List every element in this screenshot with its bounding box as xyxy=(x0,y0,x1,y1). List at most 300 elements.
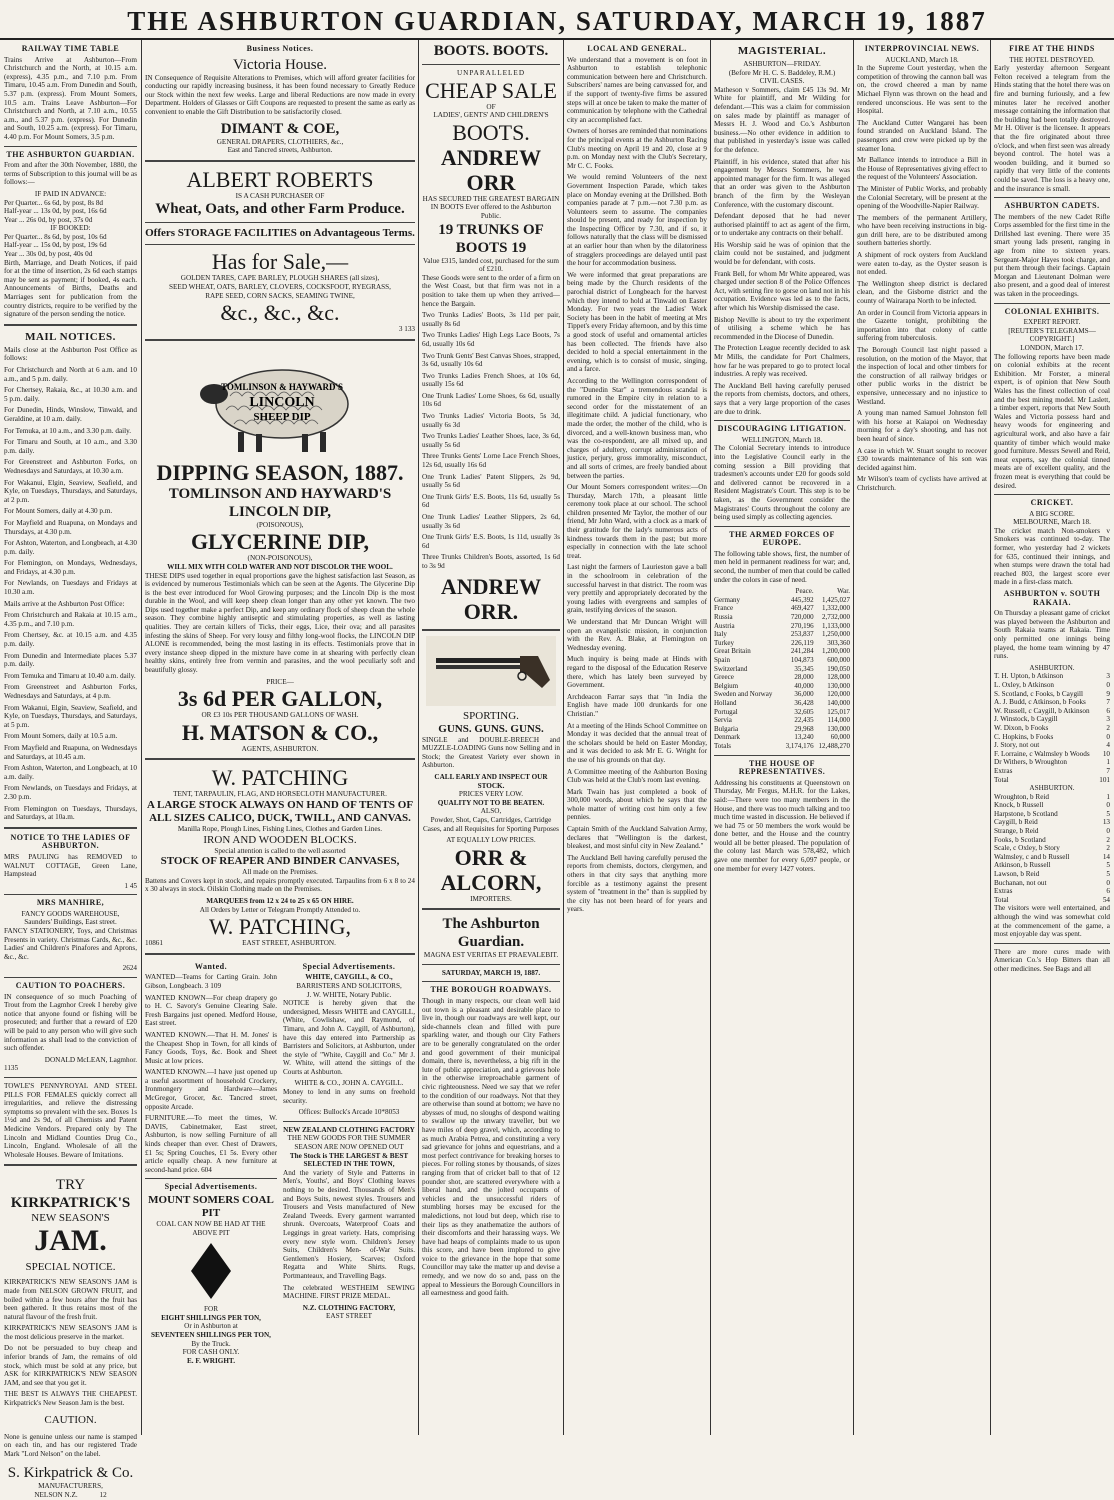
boots-heading: BOOTS. BOOTS. xyxy=(433,43,549,59)
matson-name: H. MATSON & CO., xyxy=(181,719,379,745)
table-row xyxy=(994,715,1110,724)
table-cell: Extras xyxy=(994,887,1013,896)
mail-line: From Temuka and Timaru at 10.40 a.m. daily. xyxy=(4,671,136,680)
orr-alcorn-name: ORR & ALCORN, xyxy=(440,844,542,895)
table-cell: A. J. Budd, c Atkinson, b Fooks xyxy=(994,698,1086,707)
manhire-heading: MRS MANHIRE, xyxy=(36,898,105,908)
rate-line: Half-year ... 13s 0d, by post, 16s 6d xyxy=(4,207,107,216)
closing-text: The visitors were well entertained, and although the wind was somewhat cold at the commencement of the game, a most enjoyable day was spent. xyxy=(994,904,1110,939)
table-total-row xyxy=(714,742,850,751)
local-para: Archdeacon Farrar says that "in India the English have made 100 drunkards for one Christian." xyxy=(567,692,707,718)
local-para: We were informed that great preparations are being made by the Church residents of the parochial district of Longbeach for the harvest which they intend to hold at Tinwald on Easter Monday. For two years the Ladies' Work Society has been in the habit of meeting at Mrs Tippet's every Friday afternoon, and by this time a good stock of useful and ornamental articles has been collected. The friends have also decided to hold a special entertainment in the evening, which is to consist of music, singing, and a farce. xyxy=(567,270,707,374)
table-cell: Strange, b Reid xyxy=(994,827,1039,836)
local-para: Our Mount Somers correspondent writes:—On Thursday, March 17th, a pleasant little ceremony took place at our school. The school children presented Mr Taylor, the mother of our friend, Mr John Ward, with a clock as a mark of their gratitude for the lady's numerous acts of kindness towards them in the past; but more especially in connection with the late school treat. xyxy=(567,483,707,560)
nz-factory-footer: N.Z. CLOTHING FACTORY, xyxy=(302,1303,396,1312)
kirk-text: KIRKPATRICK'S NEW SEASON'S JAM is made from NELSON GROWN FRUIT, and boiled within a few hours after the fruit has been gathered. It thus retains most of the natural flavour of the fresh fruit. xyxy=(4,1278,137,1321)
dimant-address: East and Tancred streets, Ashburton. xyxy=(227,146,333,155)
victoria-house-heading: Victoria House. xyxy=(232,56,328,73)
table-row xyxy=(994,707,1110,716)
column-6 xyxy=(857,42,987,1435)
table-cell: Fooks, b Scotland xyxy=(994,835,1046,844)
magisterial-para: The Protection League recently decided to ask Mr Mills, the candidate for Port Chalmers, how far he was prepared to go to protect local industries. A reply was received. xyxy=(714,344,850,379)
table-cell: 2 xyxy=(1106,723,1110,732)
dimant-coe-name: DIMANT & COE, xyxy=(220,120,340,137)
nz-clothing-factory: NEW ZEALAND CLOTHING FACTORY xyxy=(283,1125,415,1134)
special-notice: SPECIAL NOTICE. xyxy=(25,1261,116,1274)
wanted-item: WANTED KNOWN.—That H. M. Jones' is the Cheapest Shop in Town, for all kinds of Fancy Goods, Toys, &c. Book and Sheet Music at low prices. xyxy=(145,1030,277,1065)
discouraging-heading: DISCOURAGING LITIGATION. xyxy=(717,424,847,434)
total-label: Total xyxy=(994,775,1009,784)
table-row xyxy=(994,844,1110,853)
diamond-ornament xyxy=(191,1243,231,1299)
dimant-sub: GENERAL DRAPERS, CLOTHIERS, &c., xyxy=(216,137,344,146)
lower-ads xyxy=(145,960,415,1366)
table-row xyxy=(714,656,850,665)
or-ashburton: Or in Ashburton at xyxy=(184,1322,238,1331)
poachers-heading: CAUTION TO POACHERS. xyxy=(15,981,126,991)
table-cell: 6 xyxy=(1106,706,1110,715)
table-cell: 5 xyxy=(1106,870,1110,879)
table-cell: Great Britain xyxy=(714,647,751,656)
patching-footer xyxy=(145,939,415,948)
table-cell: 5 xyxy=(1106,861,1110,870)
newspaper-title: THE ASHBURTON GUARDIAN, SATURDAY, MARCH 19, 1887 xyxy=(127,6,987,36)
local-para: According to the Wellington correspondent of the "Dunedin Star" a tremendous scandal is rumored in the Empire city in relation to a second order for the misstatement of an illegitimate child. A judicial functionary, who made the order, the mother of the child, who is divorced, and a well-known business man, who was the co-respondent, are all mixed up, and charges of adultery, corrupt administration of justice, perjury, gross immorality, misconduct, and all sorts of crimes, are freely bandied about between the parties. xyxy=(567,376,707,480)
table-cell: 190,050 xyxy=(827,664,850,673)
table-cell: F. Lorraine, c Walmsley b Woods xyxy=(994,749,1090,758)
interprov-para: The Auckland Cutter Wangarei has been found stranded on Auckland Island. The passengers and crew were picked up by the steamer Iona. xyxy=(857,118,987,153)
white-caygill-name: WHITE, CAYGILL, & CO., xyxy=(305,973,393,982)
table-cell: 3 xyxy=(1106,672,1110,681)
table-cell: Bulgaria xyxy=(714,724,739,733)
local-para: The Auckland Bell having carefully perused the reports from chemists, doctors, clergymen, and others in that city says that anything more forcible as a testimony against the present system of "treatment in the" than is supplied by the city has not been heard of for years and years. xyxy=(567,853,707,914)
table-cell: 2 xyxy=(1106,835,1110,844)
table-cell: 22,435 xyxy=(794,716,814,725)
wanted-heading: Wanted. xyxy=(194,961,228,971)
table-row xyxy=(994,887,1110,896)
table-cell: 7 xyxy=(1106,698,1110,707)
also-label: ALSO, xyxy=(480,807,502,816)
table-cell: 270,196 xyxy=(790,621,814,630)
albert-sub: IS A CASH PURCHASER OF xyxy=(235,191,325,200)
table-cell: 445,392 xyxy=(790,595,814,604)
house-heading: THE HOUSE OF REPRESENTATIVES. xyxy=(738,758,826,777)
team-2-label: ASHBURTON. xyxy=(1029,784,1075,793)
table-row xyxy=(994,690,1110,699)
table-row xyxy=(994,853,1110,862)
table-row xyxy=(714,630,850,639)
table-cell: 1,133,000 xyxy=(822,621,850,630)
table-cell: 1,332,000 xyxy=(822,604,850,613)
table-cell: 0 xyxy=(1106,732,1110,741)
mail-line: From Dunedin and Intermediate places 5.37 p.m. daily. xyxy=(4,651,137,669)
price-label: PRICE— xyxy=(266,677,294,686)
business-notices-heading: Business Notices. xyxy=(246,44,314,53)
table-cell: Harpstone, b Scotland xyxy=(994,809,1058,818)
magisterial-para: His Worship said he was of opinion that the claim could not be sustained, and judgment would be for defendant, with costs. xyxy=(714,240,850,267)
mail-line: From Ashton, Waterton, and Longbeach, at 10 a.m. daily. xyxy=(4,764,137,781)
table-row xyxy=(994,750,1110,759)
melbourne-dateline: MELBOURNE, March 18. xyxy=(1013,518,1091,527)
table-cell: 1,200,000 xyxy=(822,647,850,656)
table-cell: Spain xyxy=(714,656,730,664)
mail-line: For Temuka, at 10 a.m., and 3.30 p.m. daily. xyxy=(4,426,132,435)
magisterial-para: Frank Bell, for whom Mr White appeared, was charged under section 8 of the Police Offences Act, with setting fire to gorse on land not in his occupation. Evidence was led as to the facts, after which his Worship dismissed the case. xyxy=(714,269,850,313)
table-row xyxy=(994,793,1110,802)
table-row xyxy=(714,622,850,631)
table-cell: Walmsley, c and b Russell xyxy=(994,852,1070,861)
special-ads-heading: Special Advertisements. xyxy=(164,1182,258,1192)
local-para: Last night the farmers of Laurieston gave a ball in the schoolroom in celebration of the successful harvest in that district. The room was very prettily and appropriately decorated by the young ladies with evergreens and samples of grain, testifying devices of the season. xyxy=(567,563,707,615)
mail-line: For Chertsey, Rakaia, &c., at 10.30 a.m. and 5 p.m. daily. xyxy=(4,386,137,403)
table-cell: 720,000 xyxy=(790,613,814,622)
towle-text: TOWLE'S PENNYROYAL AND STEEL PILLS FOR FEMALES quickly correct all irregularities, and relieve the distressing symptoms so prevalent with the sex. Boxes 1s 1½d and 2s 9d, of all Chemists and Patent Medicine Vendors. Prepared only by The Lincoln and Midland Counties Drug Co., Lincoln, England. Wholesale of all the Wholesale Houses. Beware of Imitations. xyxy=(4,1081,137,1159)
wool-line: WILL MIX WITH COLD WATER AND NOT DISCOLOR THE WOOL. xyxy=(167,562,393,571)
table-cell: Turkey xyxy=(714,638,734,647)
magisterial-heading: MAGISTERIAL. xyxy=(737,45,827,57)
column-rule xyxy=(563,40,564,1435)
railway-text: Trains Arrive at Ashburton—From Christchurch and the North, at 10.15 a.m. (express), 4.35 p.m., and 7.10 p.m. From Timaru, 10.45 a.m. From Dunedin and South, 5.37 p.m. (express). From Mount Somers, 10.5 a.m. Trains Leave Ashburton—For Christchurch and North, at 7.10 a.m., 10.55 a.m., and 5.37 p.m. (express). For Dunedin and South, 10.25 a.m. (express). For Timaru, 4.40 p.m. For Mount Somers, 3.5 p.m. xyxy=(4,55,137,141)
table-cell: 1 xyxy=(1106,792,1110,801)
table-cell: 7 xyxy=(1106,766,1110,775)
patching-address: EAST STREET, ASHBURTON. xyxy=(242,939,336,948)
table-cell: 128,000 xyxy=(827,673,850,682)
mail-line: For Mayfield and Ruapuna, on Mondays and Thursdays, at 4.30 p.m. xyxy=(4,518,137,536)
table-cell: J. Story, not out xyxy=(994,741,1040,750)
innings-2-table xyxy=(994,793,1110,905)
table-cell: 29,968 xyxy=(794,724,814,733)
table-cell: W. Russell, c Caygill, b Atkinson xyxy=(994,706,1090,715)
discouraging-text: The Colonial Secretary intends to introduce into the Legislative Council early in the coming session a Bill providing that tradesmen's accounts under £20 for goods sold and delivered cannot be recovered in a Resident Magistrate's Court. This step is to be taken, as the Government consider the Magistrates' Courts throughout the colony are being used simply as collecting agencies. xyxy=(714,444,850,522)
ad-number: 1135 xyxy=(4,1064,19,1073)
roadways-text: Though in many respects, our clean well laid out town is a pleasant and desirable place to live in, though our roadways are well kept, our side-channels clean and filled with pure sparkling water, and though our City Fathers are to be generally congratulated on the order and good government of their municipal domain, there is, nevertheless, a big rift in the lute of public appreciation, and a grievous hole in the otherwise irreproachable garment of civic righteousness. Need we say that we refer to the condition of our roadways. Not that they are otherwise than sound at bottom; we have no abysses of mud, no sloughs of despond waiting to swallow up the unwary traveller, but we have miles of deep gravel, which, according to as much Arabia Petrea, and constituting a very sad grievance for johns and equestrians, and a most perfect contrivance for breaking horses to pieces. For rolling stones by thousands, of sizes ranging from that of cricket ball to that of 12 pounder shot, are scattered everywhere with a liberal hand, and the jolted occupants of vehicles and the unsuccessful riders of stumbling horses may be excused for the maledictions, not loud but deep, which rise to their lips as they anathematize the authors of their discomforts and their harassing ways. We have had heaps of complaints made to us upon this score, and have been implored to give voice to the grievance in the hope that some Councillor may take the matter up and devise a remedy, and we now do so and, pass on the appeal to Messieurs the Borough Councillors in all earnestness and good faith. xyxy=(422,997,560,1298)
table-cell: T. H. Upton, b Atkinson xyxy=(994,672,1064,681)
table-row xyxy=(994,836,1110,845)
table-cell: Italy xyxy=(714,630,727,639)
westheim-line: The celebrated WESTHEIM SEWING MACHINE. FIRST PRIZE MEDAL. xyxy=(283,1283,415,1301)
trunks-line: 19 TRUNKS OF BOOTS 19 xyxy=(438,221,544,256)
iron-blocks: IRON AND WOODEN BLOCKS. xyxy=(203,833,357,846)
kirk-text: KIRKPATRICK'S NEW SEASON'S JAM is the most delicious preserve in the market. xyxy=(4,1324,137,1341)
rate-line: Half-year ... 15s 0d, by post, 19s 6d xyxy=(4,241,107,250)
table-row xyxy=(994,810,1110,819)
table-cell: 36,000 xyxy=(794,690,814,699)
masthead xyxy=(0,0,1114,40)
caution-text: None is genuine unless our name is stamped on each tin, and has our registered Trade Mark "Lord Nelson" on the label. xyxy=(4,1432,137,1458)
quality-line: QUALITY NOT TO BE BEATEN. xyxy=(437,798,545,807)
table-row xyxy=(714,596,850,605)
ashburton-friday: ASHBURTON—FRIDAY. xyxy=(743,60,821,68)
expert-report: EXPERT REPORT. xyxy=(1023,318,1081,327)
mail-line: For Christchurch and North at 6 a.m. and 10 a.m., and 5 p.m. daily. xyxy=(4,366,137,383)
table-cell: 4 xyxy=(1106,741,1110,750)
table-row xyxy=(714,699,850,708)
table-cell: 0 xyxy=(1106,878,1110,887)
boot-list-item: Two Trunks Ladies' High Legs Lace Boots, 7s 6d, usually 10s 6d xyxy=(422,331,560,348)
big-score: A BIG SCORE. xyxy=(1029,509,1075,518)
try-line: TRY xyxy=(55,1177,86,1194)
table-cell: Holland xyxy=(714,698,737,707)
boot-list-item: One Trunk Ladies' Lorne Shoes, 6s 6d, usually 10s 6d xyxy=(422,391,560,409)
table-row xyxy=(714,613,850,622)
table-row xyxy=(994,681,1110,690)
rate-line: Per Quarter... 8s 6d, by post, 10s 6d xyxy=(4,232,107,241)
albert-roberts-name: ALBERT ROBERTS xyxy=(186,166,374,192)
sb-text: On Thursday a pleasant game of cricket was played between the Ashburton and South Rakaia teams at Rakaia. Time only permitted one innings being played, the home team winning by 47 runs. xyxy=(994,609,1110,661)
table-row xyxy=(714,682,850,691)
by-truck: By the Truck. xyxy=(191,1339,231,1348)
reaper-stock: STOCK OF REAPER AND BINDER CANVASES, xyxy=(160,855,400,868)
mail-line: From Greenstreet and Ashburton Forks, Wednesdays and Saturdays, at 4 p.m. xyxy=(4,683,137,700)
boot-list-item: Two Trunks Ladies' Boots, 3s 11d per pair, usually 8s 6d xyxy=(422,311,560,328)
kirkpatrick-company: S. Kirkpatrick & Co. xyxy=(7,1465,134,1482)
coal-line: COAL CAN NOW BE HAD AT THE ABOVE PIT xyxy=(156,1220,266,1237)
house-text: Addressing his constituents at Queenstown on Thursday, Mr Fergus, M.H.R. for the Lakes, said:—There were too many members in the House, and there was too much talking and too much time wasted in discussion. He believed if we had 75 or 50 members the work would be done better, and the House and the country would all be better pleased. The population of the colony last March was 578,482, which gave one member for every 6,097 people, or one member for every 1427 voters. xyxy=(714,778,850,873)
wheat-oats-line: Wheat, Oats, and other Farm Produce. xyxy=(155,201,405,218)
boot-list-item: Two Trunks Ladies French Shoes, at 10s 6d, usually 15s 6d xyxy=(422,371,560,389)
table-cell: 60,000 xyxy=(830,733,850,742)
table-cell: 114,000 xyxy=(827,716,850,725)
shotgun-illustration xyxy=(426,636,556,706)
lincoln-dip: LINCOLN DIP, xyxy=(229,503,331,520)
table-cell: 120,000 xyxy=(827,690,850,699)
kirk-text: THE BEST IS ALWAYS THE CHEAPEST. Kirkpatrick's New Season Jam is the best. xyxy=(4,1390,137,1408)
boot-list-item: One Trunk Girls' E.S. Boots, 1s 11d, usually 3s 6d xyxy=(422,533,560,550)
table-cell: 253,837 xyxy=(790,630,814,639)
local-para: Owners of horses are reminded that nominations for the principal events at the Ashburton Racing Club's meeting on April 19 and 20, close at 9 p.m. on Monday next with the Club's Secretary, Mr C. C. Fooks. xyxy=(567,127,707,170)
call-early: CALL EARLY AND INSPECT OUR STOCK. xyxy=(434,772,548,790)
interprov-para: Mr Ballance intends to introduce a Bill in the House of Representatives giving effect to the request of the Volunteers' Association. xyxy=(857,156,987,182)
interprov-para: An order in Council from Victoria appears in the Gazette tonight, prohibiting the importation into that colony of cattle suffering from tuberculosis. xyxy=(857,308,987,343)
money-line: Money to lend in any sums on freehold security. xyxy=(283,1088,415,1105)
mail-line: For Ashton, Waterton, and Longbeach, at 4.30 p.m. daily. xyxy=(4,539,137,556)
mail-line: Mails close at the Ashburton Post Office as follows: xyxy=(4,345,137,363)
cricket-heading: CRICKET. xyxy=(1030,498,1074,508)
table-row xyxy=(714,673,850,682)
sheep-label-3: SHEEP DIP xyxy=(253,410,311,423)
special-attention: Special attention is called to the well assorted xyxy=(214,846,346,855)
orders-line: All Orders by Letter or Telegram Promptly Attended to. xyxy=(199,905,361,914)
caution-heading: CAUTION. xyxy=(44,1413,97,1426)
table-cell: 6 xyxy=(1106,887,1110,896)
column-2 xyxy=(145,42,415,1435)
mail-line: For Timaru and South, at 10 a.m., and 3.30 p.m. daily. xyxy=(4,438,137,455)
sheep-illustration xyxy=(190,346,370,456)
mail-line: Mails arrive at the Ashburton Post Office: xyxy=(4,599,125,608)
innings-2-total xyxy=(994,896,1110,905)
discouraging-date: WELLINGTON, March 18. xyxy=(741,435,823,444)
table-cell: W. Dixon, b Fooks xyxy=(994,723,1049,732)
table-cell: 125,017 xyxy=(827,707,850,716)
magisterial-para: Defendant deposed that he had never authorised plaintiff to act as agent of the firm, or to undertake any contracts on their behalf. xyxy=(714,212,850,238)
eight-shillings: EIGHT SHILLINGS PER TON, xyxy=(161,1313,261,1322)
mail-line: From Mount Somers, daily at 10.5 a.m. xyxy=(4,732,118,741)
table-row xyxy=(714,639,850,648)
table-cell: 36,428 xyxy=(794,698,814,707)
table-cell: Russia xyxy=(714,613,733,622)
guardian-editorial-title: The Ashburton Guardian. xyxy=(442,916,540,951)
table-cell: 14 xyxy=(1102,852,1110,861)
table-cell: Buchanan, not out xyxy=(994,878,1047,887)
table-cell: France xyxy=(714,604,734,613)
white-notary: J. W. WHITE, Notary Public. xyxy=(306,990,392,999)
mail-line: From Christchurch and Rakaia at 10.15 a.m., 4.35 p.m., and 7.10 p.m. xyxy=(4,611,137,628)
etc-line: &c., &c., &c. xyxy=(220,300,340,326)
ad-number: 3 133 xyxy=(398,325,415,334)
magisterial-para: Matheson v Sommers, claim £45 13s 9d. Mr White for plaintiff, and Mr Wilding for defendant.—This was a claim for commission on sales made by plaintiff as manager of Messrs H. J. Wood and Co.'s Ashburton business.—No other evidence in addition to that published in yesterday's issue was called for the defence. xyxy=(714,85,850,154)
interprovincial-heading: INTERPROVINCIAL NEWS. xyxy=(864,44,980,53)
mail-line: For Newlands, on Tuesdays and Fridays at 10.30 a.m. xyxy=(4,579,137,597)
patching-name: W. PATCHING xyxy=(211,765,349,791)
table-cell: 130,000 xyxy=(827,681,850,690)
mail-line: For Wakanui, Elgin, Seaview, Seafield, and Kyle, on Tuesdays, Thursdays, and Saturdays, at 2 p.m. xyxy=(4,478,137,504)
table-cell: 13 xyxy=(1102,818,1110,827)
cheap-sale: CHEAP SALE xyxy=(425,77,557,103)
table-cell: Denmark xyxy=(714,733,741,742)
guns-heading: GUNS. GUNS. GUNS. xyxy=(438,722,544,735)
wanted-item: WANTED KNOWN—For cheap drapery go to H. C. Savory's Genuine Clearing Sale. Fresh Bargains just opened. Medford House, East street. xyxy=(145,993,277,1028)
interprov-para: The Borough Council last night passed a resolution, on the motion of the Mayor, that the inspection of local and other timbers for the construction of all railway bridges or other public works in the district be expensive, unnecessary and no injustice to Westland. xyxy=(857,346,987,406)
column-1 xyxy=(4,42,137,1499)
armed-forces-table xyxy=(714,587,850,750)
interprov-para: Mr Wilson's team of cyclists have arrived at Christchurch. xyxy=(857,475,987,492)
innings-1-table xyxy=(994,672,1110,784)
table-cell: 140,000 xyxy=(827,698,850,707)
sporting-heading: SPORTING. xyxy=(463,709,519,722)
table-cell: Caygill, b Reid xyxy=(994,818,1038,827)
column-rule xyxy=(990,40,991,1435)
total-war: 12,488,270 xyxy=(818,741,850,750)
table-row xyxy=(994,724,1110,733)
magisterial-para: Plaintiff, in his evidence, stated that after his engagement by Messrs Sommers, he was appointed manager for the firm. It was alleged that an order was given to the Ashburton branch of the firm by the Wesleyan Conference, with the customary discount. xyxy=(714,157,850,209)
table-cell: 0 xyxy=(1106,827,1110,836)
table-cell: 600,000 xyxy=(827,656,850,664)
roadways-heading: THE BOROUGH ROADWAYS. xyxy=(430,985,552,995)
table-cell: 3 xyxy=(1106,715,1110,724)
table-cell: 40,000 xyxy=(794,681,814,690)
table-header-row xyxy=(714,587,850,596)
table-cell: 1,250,000 xyxy=(822,630,850,639)
cadets-text: The members of the new Cadet Rifle Corps assembled for the first time in the Drillshed last evening. There were 35 smart young lads present, ranging in age from nine to sixteen years. Sergeant-Major Hayes took charge, and put them through their facings. Captain Morgan and Lieutenant Dolman were also present, and a good deal of interest was taken in the proceedings. xyxy=(994,212,1110,299)
ad-number: 1 45 xyxy=(124,881,137,890)
table-cell: Scale, c Oxley, b Story xyxy=(994,844,1060,853)
east-street: EAST STREET xyxy=(326,1312,372,1321)
for-label: FOR xyxy=(204,1305,218,1314)
column-3 xyxy=(422,42,560,1435)
table-row xyxy=(994,672,1110,681)
table-cell: Sweden and Norway xyxy=(714,690,773,699)
guardian-terms-heading: THE ASHBURTON GUARDIAN. xyxy=(6,149,135,159)
innings-2-rows xyxy=(994,793,1110,896)
local-para: We would remind Volunteers of the next Government Inspection Parade, which takes place on Monday evening at the Drillshed. Both companies parade at 7 p.m.—not 7.30 p.m. as Volunteers seem to assume. The companies should be present, and ready for inspection by the Inspecting Officer by 7.30, and if so, it follows naturally that the class will be dismissed at an earlier hour than when by the dilatoriness of stragglers proceedings are delayed until past the hour for accommodation business. xyxy=(567,173,707,268)
seeds-line: SEED WHEAT, OATS, BARLEY, CLOVERS, COCKSFOOT, RYEGRASS, xyxy=(169,282,391,291)
table-cell: Wroughton, b Reid xyxy=(994,792,1050,801)
white-signature: WHITE & CO., JOHN A. CAYGILL. xyxy=(294,1079,404,1088)
new-goods: THE NEW GOODS FOR THE SUMMER SEASON ARE NOW OPENED OUT xyxy=(287,1134,411,1152)
prices-low: PRICES VERY LOW. xyxy=(458,790,524,799)
fire-sub: THE HOTEL DESTROYED. xyxy=(1009,55,1095,64)
motto-line: MAGNA EST VERITAS ET PRAEVALEBIT. xyxy=(423,951,559,960)
local-para: We understand that Mr Duncan Wright will open an evangelistic mission, in conjunction with the Rev. A. Blake, at Flemington on Wednesday evening. xyxy=(567,618,707,652)
andrew-orr-footer: ANDREW ORR. xyxy=(440,573,542,624)
these-goods: These Goods were sent to the order of a firm on the West Coast, but that firm was not in a position to take them up when they arrived—hence the Bargain. xyxy=(422,273,560,308)
mail-line: From Mayfield and Ruapuna, on Wednesdays and Saturdays, at 10.45 a.m. xyxy=(4,743,137,761)
table-cell: 241,284 xyxy=(790,647,814,656)
column-5 xyxy=(714,42,850,1435)
seeds-line: GOLDEN TARES, CAPE BARLEY, PLOUGH SHARES (all sizes), xyxy=(180,274,380,283)
table-cell: 0 xyxy=(1106,801,1110,810)
patching-sub: TENT, TARPAULIN, FLAG, AND HORSECLOTH MANUFACTURER. xyxy=(173,790,387,799)
table-row xyxy=(714,716,850,725)
table-row xyxy=(994,861,1110,870)
interprov-para: A young man named Samuel Johnston fell with his horse at Kaiapoi on Wednesday morning for a day's shooting, and has not been heard of since. xyxy=(857,409,987,443)
table-row xyxy=(994,870,1110,879)
rate-line: Per Quarter... 6s 6d, by post, 8s 8d xyxy=(4,198,104,207)
andrew-orr-name: ANDREW ORR xyxy=(440,144,542,195)
white-caygill-sub: BARRISTERS AND SOLICITORS, xyxy=(296,981,402,990)
table-cell: J. Winstock, b Caygill xyxy=(994,715,1058,724)
column-rule xyxy=(853,40,854,1435)
nonpoisonous-label: (NON-POISONOUS), xyxy=(247,554,313,563)
table-cell: Dr Withers, b Wroughton xyxy=(994,758,1068,767)
nelson-text: NELSON N.Z. xyxy=(34,1491,78,1499)
mail-line: For Dunedin, Hinds, Winslow, Tinwald, and Geraldine, at 10 a.m. daily. xyxy=(4,406,137,423)
special-ads-heading: Special Advertisements. xyxy=(302,961,396,971)
table-cell: 5 xyxy=(1106,809,1110,818)
guardian-terms-text: From and after the 30th November, 1880, the terms of Subscription to this journal will be as follows:— xyxy=(4,161,137,187)
total-peace: 3,174,176 xyxy=(785,741,814,750)
value-line: Value £315, landed cost, purchased for the sum of £210. xyxy=(423,256,559,274)
total-runs: 101 xyxy=(1099,775,1110,784)
table-cell: 2,732,000 xyxy=(822,613,850,622)
interprov-para: The Wellington sheep district is declared clean, and the Gisborne district and the county of Wairarapa North to be infected. xyxy=(857,279,987,306)
agents-line: AGENTS, ASHBURTON. xyxy=(241,744,319,753)
table-cell: 226,119 xyxy=(791,638,814,647)
table-cell: 35,345 xyxy=(794,664,814,673)
table-cell: 104,873 xyxy=(790,656,814,664)
poachers-signature: DONALD McLEAN, Lagmhor. xyxy=(44,1055,137,1064)
per-thousand: OR £3 10s PER THOUSAND GALLONS OF WASH. xyxy=(201,711,359,720)
boot-list-item: One Trunk Ladies' Leather Slippers, 2s 6d, usually 3s 6d xyxy=(422,513,560,530)
table-cell: Germany xyxy=(714,595,741,604)
patching-stock: A LARGE STOCK ALWAYS ON HAND OF TENTS OF ALL SIZES CALICO, DUCK, TWILL, AND CANVAS. xyxy=(146,799,414,824)
notice-text: Birth, Marriage, and Death Notices, if paid for at the time of insertion, 2s 6d each stamps may be sent as payment; if booked, 4s each. Announcements of Births, Deaths and Marriages sent for publication from the country districts, require to be verified by the signature of the person sending the notice. xyxy=(4,258,137,319)
mail-line: From Chertsey, &c. at 10.15 a.m. and 4.35 p.m. daily. xyxy=(4,631,137,649)
local-para: Captain Smith of the Auckland Salvation Army, declares that "Wellington is the darkest, bleakest, and most sinful city in New Zealand." xyxy=(567,825,707,851)
glycerine-dip: GLYCERINE DIP, xyxy=(190,529,370,555)
interprov-para: A case in which W. Stuart sought to recover £30 towards maintenance of his son was decided against him. xyxy=(857,446,987,472)
table-cell: 2 xyxy=(1106,844,1110,853)
batons-text: Battens and Covers kept in stock, and repairs promptly executed. Tarpaulins from 6 x 8 to 24 x 30 always in stock. Oilskin Clothing made on the Premises. xyxy=(145,876,415,894)
marquees-line: MARQUEES from 12 x 24 to 25 x 65 ON HIRE. xyxy=(206,896,354,905)
footer-ad: There are more cures made with American Co.'s Hop Bitters than all other medicines. See Bags and all xyxy=(994,947,1110,973)
table-row xyxy=(714,725,850,734)
table-row xyxy=(714,647,850,656)
table-cell: Switzerland xyxy=(714,664,748,673)
table-row xyxy=(714,690,850,699)
colonial-text: The following reports have been made on colonial exhibits at the recent Exhibition. Mr Forster, a mineral expert, is of opinion that New South Wales has the finest collection of coal and the best mining model. Mr Laslett, a timber expert, reports that New South Wales and Victoria possess hard and heavy woods for engineering and agricultural work, and also have a fair quantity of timber which would make good furniture. Messrs Sewell and Reid, meat experts, say the colonial tinned meats are of excellent quality, and the frozen meat is everything that could be desired. xyxy=(994,352,1110,490)
cash-only: FOR CASH ONLY. xyxy=(182,1348,240,1357)
local-para: We understand that a movement is on foot in Ashburton to establish telephonic communication between here and Christchurch. Subscribers' names are being canvassed for, and if the support of twenty-five firms be assured steps will at once be taken to make the matter of communication by telephone with the Cathedral city an accomplished fact. xyxy=(567,55,707,124)
ladies-notice-text: MRS PAULING has REMOVED to WALNUT COTTAGE, Green Lane, Hampstead xyxy=(4,852,137,879)
table-cell: Belgium xyxy=(714,681,739,690)
column-rule xyxy=(418,40,419,1435)
table-cell: 32,605 xyxy=(794,707,814,716)
seeds-line: RAPE SEED, CORN SACKS, SEAMING TWINE, xyxy=(205,291,355,300)
table-row xyxy=(994,758,1110,767)
table-cell: Knock, b Russell xyxy=(994,801,1044,810)
innings-1-total xyxy=(994,776,1110,785)
